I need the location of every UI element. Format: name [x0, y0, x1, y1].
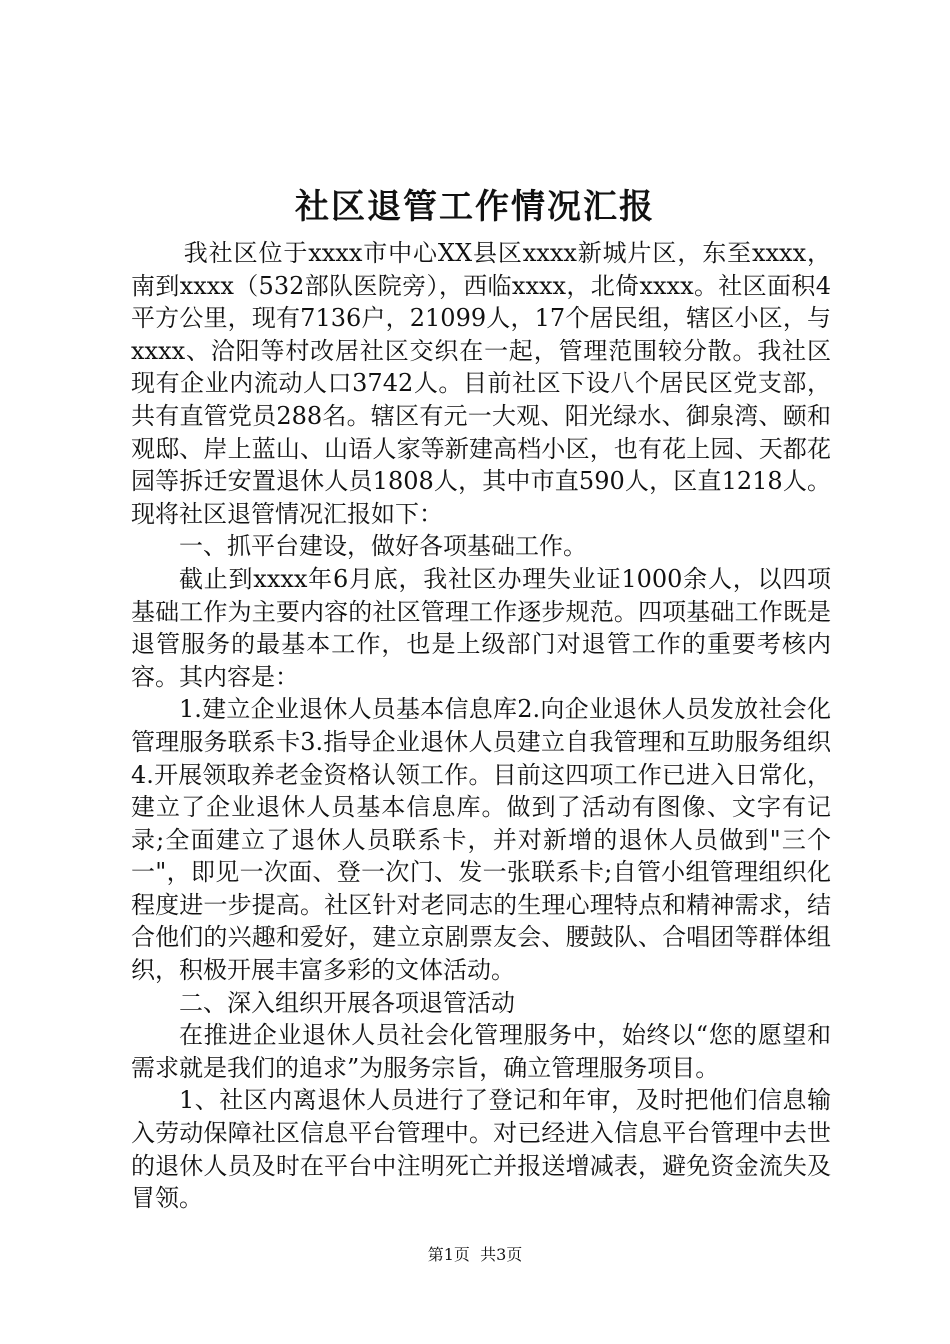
paragraph-basic-work: 截止到xxxx年6月底，我社区办理失业证1000余人，以四项基础工作为主要内容的社区管理工作逐步规范。四项基础工作既是退管服务的最基本工作，也是上级部门对退管工作的重要考核内容。其内容是：: [131, 564, 831, 691]
paragraph-registration: 1、社区内离退休人员进行了登记和年审，及时把他们信息输入劳动保障社区信息平台管理中。对已经进入信息平台管理中去世的退休人员及时在平台中注明死亡并报送增减表，避免资金流失及冒领。: [131, 1086, 831, 1213]
page-total: 共3页: [480, 1245, 523, 1264]
paragraph-four-tasks: 1.建立企业退休人员基本信息库2.向企业退休人员发放社会化管理服务联系卡3.指导企业退休人员建立自我管理和互助服务组织4.开展领取养老金资格认领工作。目前这四项工作已进入日常化，建立了企业退休人员基本信息库。做到了活动有图像、文字有记录;全面建立了退休人员联系卡，并对新增的退休人员做到"三个一"，即见一次面、登一次门、发一张联系卡;自管小组管理组织化程度进一步提高。社区针对老同志的生理心理特点和精神需求，结合他们的兴趣和爱好，建立京剧票友会、腰鼓队、合唱团等群体组织，积极开展丰富多彩的文体活动。: [131, 695, 831, 985]
paragraph-intro: 我社区位于xxxx市中心XX县区xxxx新城片区，东至xxxx，南到xxxx（532部队医院旁），西临xxxx，北倚xxxx。社区面积4平方公里，现有7136户，21099人，17个居民组，辖区小区，与xxxx、洽阳等村改居社区交织在一起，管理范围较分散。我社区现有企业内流动人口3742人。目前社区下设八个居民区党支部，共有直管党员288名。辖区有元一大观、阳光绿水、御泉湾、颐和观邸、岸上蓝山、山语人家等新建高档小区，也有花上园、天都花园等拆迁安置退休人员1808人，其中市直590人，区直1218人。现将社区退管情况汇报如下：: [131, 239, 831, 528]
section-heading-1: 一、抓平台建设，做好各项基础工作。: [179, 532, 587, 561]
paragraph-service-purpose: 在推进企业退休人员社会化管理服务中，始终以“您的愿望和需求就是我们的追求”为服务宗旨，确立管理服务项目。: [131, 1021, 831, 1082]
page-number: 第1页: [427, 1245, 470, 1264]
document-title: 社区退管工作情况汇报: [295, 187, 655, 227]
document-body: [131, 237, 831, 1215]
section-heading-2: 二、深入组织开展各项退管活动: [179, 988, 515, 1017]
page-footer: [0, 1243, 950, 1267]
